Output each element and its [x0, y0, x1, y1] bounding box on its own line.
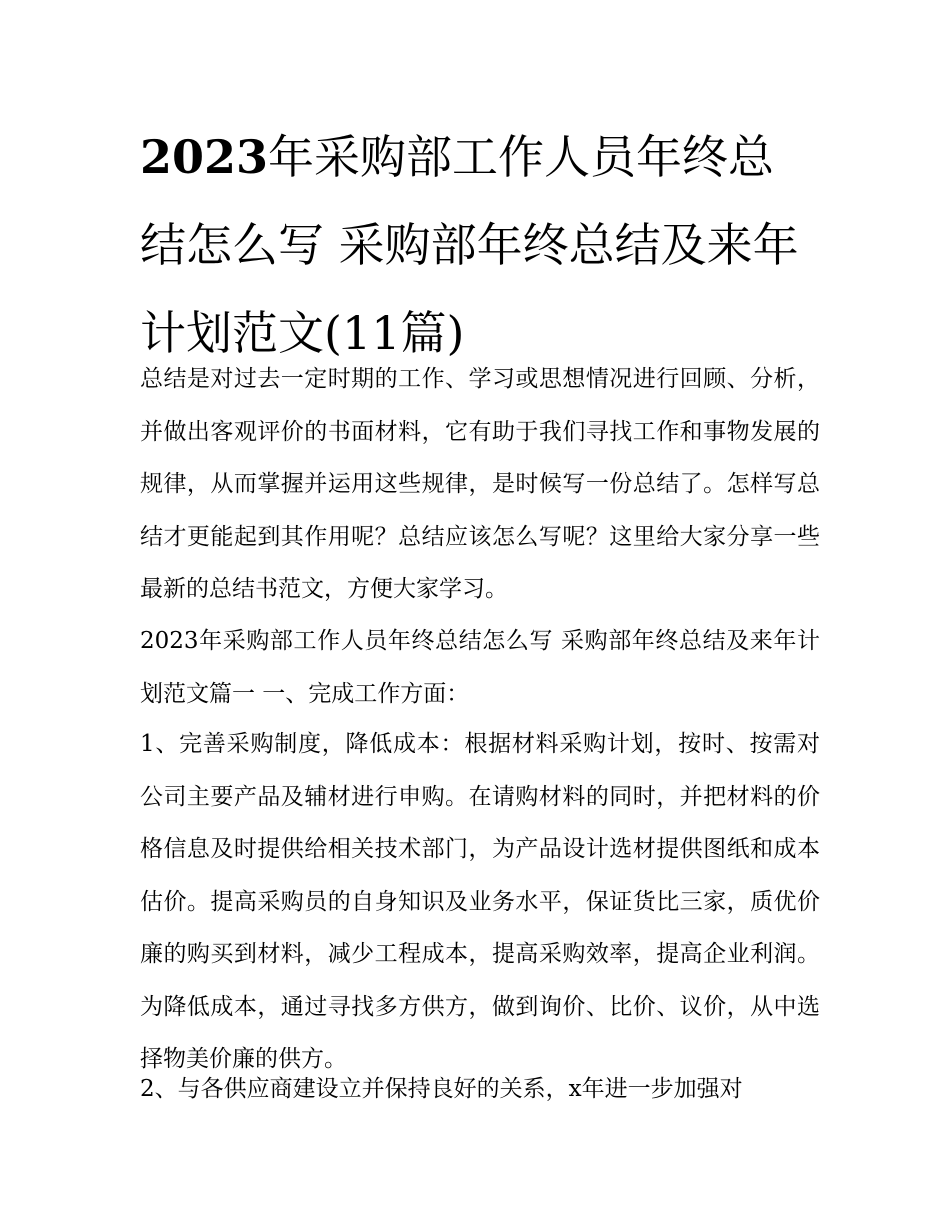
intro-paragraph: 总结是对过去一定时期的工作、学习或思想情况进行回顾、分析，并做出客观评价的书面材料，它有助于我们寻找工作和事物发展的规律，从而掌握并运用这些规律，是时候写一份总结了。怎样写总结才更能起到其作用呢？总结应该怎么写呢？这里给大家分享一些最新的总结书范文，方便大家学习。: [140, 366, 820, 602]
document-title: [140, 113, 820, 377]
title-text: 年采购部工作人员年终总结怎么写 采购部年终总结及来年计划范文(11篇): [140, 130, 799, 360]
list-item-1: 1、完善采购制度，降低成本：根据材料采购计划，按时、按需对公司主要产品及辅材进行申购。在请购材料的同时，并把材料的价格信息及时提供给相关技术部门，为产品设计选材提供图纸和成本估价。提高采购员的自身知识及业务水平，保证货比三家，质优价廉的购买到材料，减少工程成本，提高采购效率，提高企业利润。为降低成本，通过寻找多方供方，做到询价、比价、议价，从中选择物美价廉的供方。: [140, 731, 820, 1072]
list-item-2: 2、与各供应商建设立并保持良好的关系，x年进一步加强对: [140, 1076, 743, 1102]
section-heading: 2023年采购部工作人员年终总结怎么写 采购部年终总结及来年计划范文篇一 一、完成工作方面：: [140, 628, 820, 707]
title-year: 2023: [140, 130, 269, 184]
